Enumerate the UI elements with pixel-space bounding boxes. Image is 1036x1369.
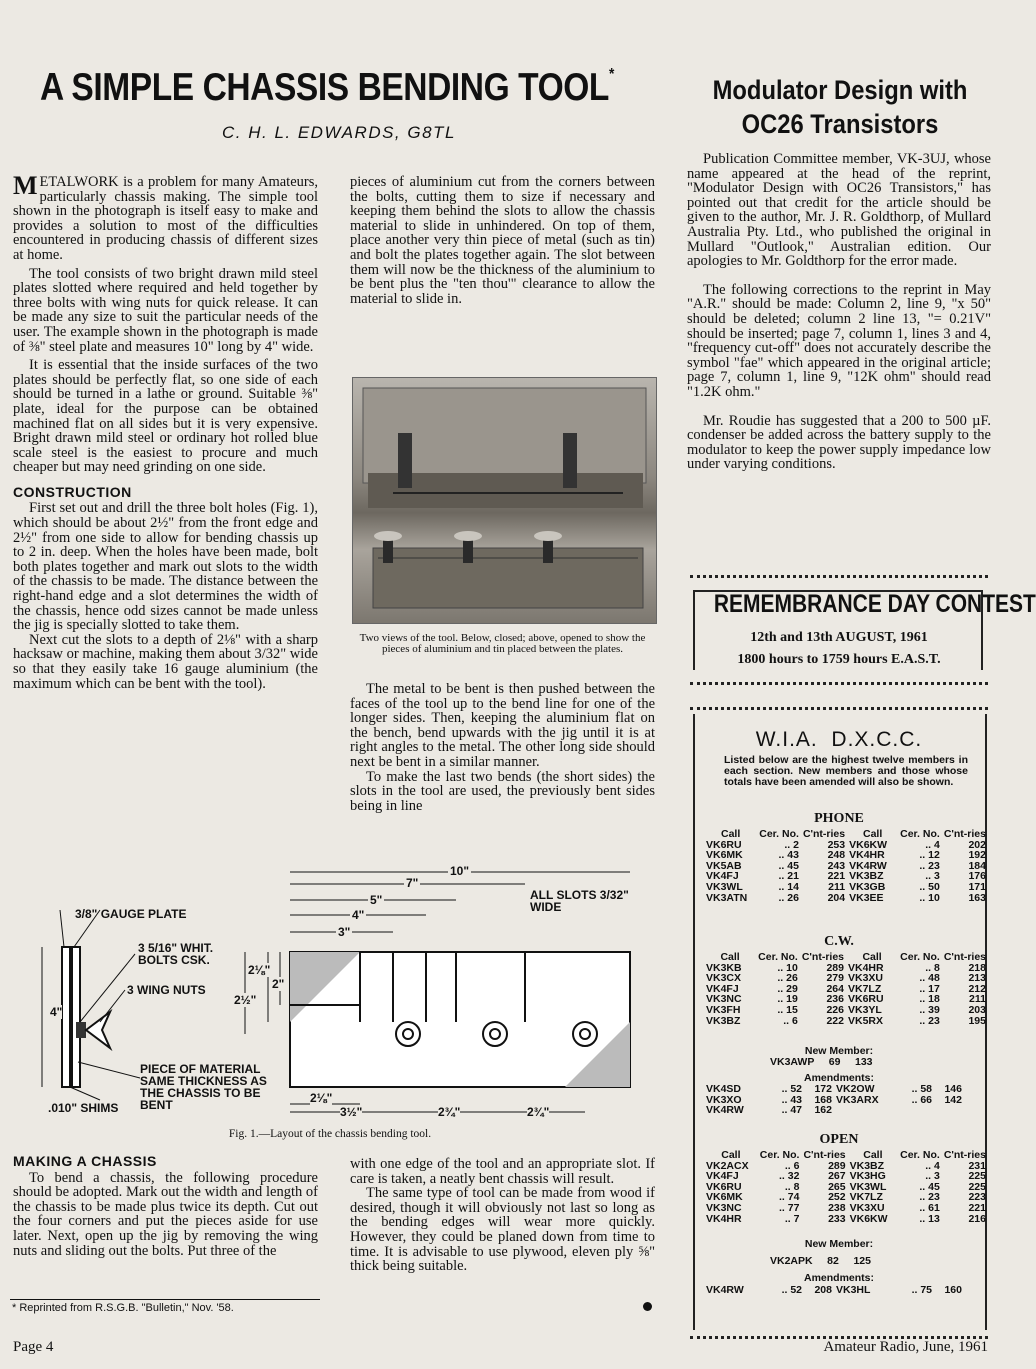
table-row — [704, 861, 988, 872]
call-sign: VK5AB — [706, 859, 742, 872]
table-row — [704, 1016, 988, 1027]
paragraph: First set out and drill the three bolt holes (Fig. 1), which should be about 2½" from the front edge and 2½" from one side to allow for bending chassis up to 2 in. deep. When the holes have been made, bolt both plates together and mark out slots to the width of the chassis to be made. The distance between the right-hand edge and a slot determines the width of the chassis, hence odd sizes cannot be made unless the jig is specially slotted to take them. — [13, 500, 318, 634]
certificate-number: .. 12 — [919, 849, 940, 862]
country-count: 142 — [944, 1093, 962, 1106]
country-count: 202 — [968, 838, 986, 851]
country-count: 225 — [968, 1170, 986, 1183]
intro-paragraph: METALWORK is a problem for many Amateurs, particularly chassis making. The simple tool shown in the photograph is itself easy to make and provides a solution to most of the difficulties encountered in producing chassis of different sizes at home. — [13, 171, 318, 263]
certificate-number: .. 17 — [919, 982, 940, 995]
contest-title: REMEMBRANCE DAY CONTEST — [713, 590, 1036, 618]
table-row — [704, 984, 988, 995]
making-chassis-column-1 — [13, 1154, 318, 1258]
dim-5: 5" — [370, 893, 383, 907]
country-count: 279 — [826, 972, 844, 985]
country-count: 252 — [828, 1191, 846, 1204]
certificate-number: .. 15 — [777, 1003, 798, 1016]
article-column-2-continued — [350, 682, 655, 813]
open-new-member-label: New Member: — [804, 1238, 874, 1250]
article-column-1 — [13, 171, 318, 692]
call-sign: VK3KB — [706, 961, 742, 974]
certificate-number: .. 3 — [925, 870, 940, 883]
country-count: 184 — [968, 859, 986, 872]
dxcc-title: W.I.A. D.X.C.C. — [755, 728, 923, 751]
table-row — [704, 1161, 988, 1172]
certificate-number: .. 39 — [919, 1003, 940, 1016]
country-count: 176 — [968, 870, 986, 883]
table-row — [704, 1084, 964, 1095]
drop-cap: M — [13, 171, 38, 200]
phone-title: PHONE — [814, 811, 864, 826]
call-sign: VK3NC — [706, 993, 742, 1006]
dim-10: 10" — [450, 864, 470, 878]
open-title: OPEN — [819, 1132, 859, 1147]
open-table — [704, 1150, 988, 1224]
call-sign: VK5RX — [848, 1014, 884, 1027]
country-count: 204 — [827, 891, 846, 904]
paragraph: It is essential that the inside surfaces of the two plates should be perfectly flat, so one side of each should be turned in a lathe or ground. Suitable ⅜" plate, ideal for the purpose can be obtained machined flat on all sides but it is very expensive. Bright drawn mild steel or ordinary hot rolled blue scale steel is the easiest to procure and much cheaper but may need grinding on one side. — [13, 357, 318, 476]
cw-new-member-label: New Member: — [804, 1045, 874, 1057]
open-amendments-label: Amendments: — [803, 1272, 874, 1284]
call-sign: VK4RW — [706, 1284, 744, 1296]
country-count: 162 — [814, 1104, 832, 1117]
column-header: C'nt-ries — [943, 828, 986, 840]
country-count: 146 — [944, 1083, 962, 1095]
table-row — [704, 1171, 988, 1182]
title-footnote-mark: * — [608, 66, 614, 83]
contest-hours: 1800 hours to 1759 hours E.A.S.T. — [737, 652, 941, 667]
column-header: C'nt-ries — [943, 951, 986, 963]
country-count: 253 — [827, 838, 846, 851]
table-row — [704, 963, 988, 974]
country-count: 248 — [827, 849, 846, 862]
column-header: Cer. No. — [900, 828, 940, 840]
dxcc-box — [690, 707, 988, 1339]
call-sign: VK3YL — [848, 1003, 882, 1016]
certificate-number: .. 74 — [779, 1191, 800, 1204]
certificate-number: .. 23 — [919, 859, 940, 872]
country-count: 213 — [968, 972, 986, 985]
country-count: 203 — [968, 1003, 986, 1016]
certificate-number: .. 10 — [777, 961, 798, 974]
call-sign: VK3WL — [706, 880, 743, 893]
country-count: 216 — [968, 1212, 986, 1225]
call-sign: VK7LZ — [848, 982, 882, 995]
certificate-number: .. 7 — [784, 1212, 800, 1225]
column-header: Cer. No. — [759, 1149, 800, 1161]
column-header: Call — [720, 951, 740, 963]
call-sign: VK3XU — [848, 972, 884, 985]
paragraph: To make the last two bends (the short sides) the slots in the tool are used, the previously bent sides being in line — [350, 768, 655, 814]
call-sign: VK3XU — [849, 1201, 885, 1214]
column-header: C'nt-ries — [801, 951, 844, 963]
certificate-number: .. 45 — [919, 1180, 940, 1193]
cw-amendments-table — [704, 1084, 964, 1116]
table-row — [704, 882, 988, 893]
footnote-rule — [10, 1299, 320, 1300]
column-header: Cer. No. — [759, 828, 799, 840]
country-count: 208 — [814, 1284, 832, 1296]
certificate-number: .. 23 — [919, 1014, 940, 1027]
dim-2-3-4-b: 2¾" — [527, 1105, 550, 1119]
paragraph: Publication Committee member, VK-3UJ, whose name appeared at the head of the reprint, "Modulator Design with OC26 Transistors," has pointed out that credit for the article should be given to the author, Mr. J. R. Goldthorp, of Mullard Australia Pty. Ltd., who published the original in Mullard "Outlook," Australian edition. Our apologies to Mr. Goldthorp for the error made. — [687, 151, 991, 270]
call-sign: VK4FJ — [706, 870, 739, 883]
country-count: 289 — [826, 961, 844, 974]
certificate-number: .. 48 — [919, 972, 940, 985]
certificate-number: .. 77 — [779, 1201, 800, 1214]
country-count: 267 — [828, 1170, 846, 1183]
country-count: 171 — [968, 880, 986, 893]
country-count: 195 — [968, 1014, 986, 1027]
country-count: 192 — [968, 849, 986, 862]
dim-3: 3" — [338, 925, 351, 939]
table-row — [704, 871, 988, 882]
country-count: 218 — [968, 961, 986, 974]
tool-photograph — [352, 377, 657, 624]
table-row — [704, 1005, 988, 1016]
call-sign: VK3BZ — [849, 870, 884, 883]
call-sign: VK3ATN — [706, 891, 748, 904]
certificate-number: .. 14 — [778, 880, 799, 893]
country-count: 160 — [944, 1284, 962, 1296]
end-mark — [643, 1302, 652, 1311]
certificate-number: .. 43 — [781, 1093, 802, 1106]
label-shims: .010" SHIMS — [48, 1101, 119, 1115]
call-sign — [834, 1105, 904, 1116]
call-sign: VK3XO — [706, 1093, 742, 1106]
modulator-article — [687, 152, 991, 472]
call-sign: VK3WL — [849, 1180, 887, 1193]
certificate-number: .. 23 — [919, 1191, 940, 1204]
call-sign: VK3EE — [849, 891, 884, 904]
column-header: Call — [721, 1149, 741, 1161]
certificate-number: .. 50 — [919, 880, 940, 893]
call-sign: VK4HR — [849, 849, 885, 862]
certificate-number: .. 66 — [911, 1093, 932, 1106]
cw-table — [704, 952, 988, 1026]
certificate-number: .. 13 — [919, 1212, 940, 1225]
certificate-number: .. 18 — [919, 993, 940, 1006]
certificate-number: .. 19 — [777, 993, 798, 1006]
open-amendments-table — [704, 1285, 964, 1296]
paragraph: Mr. Roudie has suggested that a 200 to 500 µF. condenser be added across the battery supply to the modulator to keep the power supply impedance low under varying conditions. — [687, 412, 991, 473]
call-sign: VK4HR — [706, 1212, 742, 1225]
certificate-number: .. 52 — [781, 1284, 802, 1296]
article-title: A SIMPLE CHASSIS BENDING TOOL* — [40, 66, 614, 109]
dim-2-1-8-bottom: 2⅛" — [310, 1091, 333, 1105]
dxcc-intro: Listed below are the highest twelve members in each section. New members and those whose totals have been amended will also be shown. — [724, 754, 968, 788]
certificate-number: .. 43 — [778, 849, 799, 862]
modulator-title: Modulator Design with OC26 Transistors — [712, 75, 968, 139]
country-count: 172 — [814, 1083, 832, 1095]
dim-4: 4" — [352, 908, 365, 922]
country-count: 211 — [828, 880, 846, 893]
page-number: Page 4 — [13, 1339, 54, 1355]
certificate-number: .. 4 — [925, 838, 940, 851]
certificate-number: .. 4 — [925, 1159, 940, 1172]
contest-date: 12th and 13th AUGUST, 1961 — [750, 630, 928, 645]
call-sign: VK4SD — [706, 1083, 742, 1095]
country-count: 163 — [968, 891, 986, 904]
magazine-issue: Amateur Radio, June, 1961 — [823, 1339, 988, 1355]
certificate-number: .. 29 — [777, 982, 798, 995]
column-header: Call — [862, 828, 883, 840]
photo-illustration — [353, 378, 656, 623]
country-count: 231 — [968, 1159, 986, 1172]
country-count: 265 — [828, 1180, 846, 1193]
label-all-slots: ALL SLOTS 3/32" WIDE — [530, 888, 629, 914]
call-sign: VK4HR — [848, 961, 884, 974]
cw-new-member: VK3AWP 69 133 — [770, 1056, 873, 1068]
country-count: 222 — [826, 1014, 844, 1027]
column-header: C'nt-ries — [943, 1149, 986, 1161]
certificate-number: .. 58 — [911, 1083, 932, 1095]
dim-3-1-2: 3½" — [340, 1105, 363, 1119]
label-gauge-plate: 3/8" GAUGE PLATE — [75, 907, 187, 921]
certificate-number: .. 2 — [784, 838, 799, 851]
remembrance-contest-box — [690, 575, 1036, 685]
call-sign: VK3HL — [836, 1284, 871, 1296]
table-row — [704, 1192, 988, 1203]
certificate-number: .. 47 — [781, 1104, 802, 1117]
table-row — [704, 1182, 988, 1193]
table-row — [704, 840, 988, 851]
country-count: 243 — [827, 859, 846, 872]
column-header: Cer. No. — [758, 951, 798, 963]
footnote: * Reprinted from R.S.G.B. "Bulletin," Nov. '58. — [12, 1302, 234, 1314]
country-count: 211 — [969, 993, 986, 1006]
call-sign: VK6RU — [706, 838, 742, 851]
country-count: 212 — [968, 982, 986, 995]
label-bolts: 3 5/16" WHIT. BOLTS CSK. — [138, 941, 214, 967]
call-sign: VK3GB — [849, 880, 886, 893]
paragraph: with one edge of the tool and an appropriate slot. If care is taken, a neatly bent chassis will result. — [350, 1156, 655, 1187]
column-header: Call — [863, 1149, 883, 1161]
side-plate-right — [72, 947, 80, 1087]
certificate-number: .. 26 — [778, 891, 799, 904]
label-wing-nuts: 3 WING NUTS — [127, 983, 206, 997]
dim-2-1-2: 2½" — [234, 993, 257, 1007]
country-count: 221 — [968, 1201, 986, 1214]
photo-caption: Two views of the tool. Below, closed; above, opened to show the pieces of aluminium and tin placed between the plates. — [359, 632, 646, 655]
country-count: 289 — [828, 1159, 846, 1172]
table-row — [704, 1214, 988, 1225]
call-sign: VK2ACX — [706, 1159, 749, 1172]
call-sign: VK3BZ — [706, 1014, 741, 1027]
country-count: 223 — [968, 1191, 986, 1204]
country-count: 238 — [828, 1201, 846, 1214]
certificate-number — [904, 1105, 934, 1116]
certificate-number: .. 10 — [919, 891, 940, 904]
call-sign: VK3ARX — [836, 1093, 879, 1106]
article-column-2 — [350, 175, 655, 306]
country-count: 236 — [826, 993, 844, 1006]
phone-table — [704, 829, 988, 903]
certificate-number: .. 52 — [781, 1083, 802, 1095]
certificate-number: .. 21 — [778, 870, 799, 883]
table-row — [704, 893, 988, 904]
call-sign: VK3NC — [706, 1201, 742, 1214]
column-header: Call — [720, 828, 741, 840]
table-row — [704, 1203, 988, 1214]
country-count: 225 — [968, 1180, 986, 1193]
country-count: 226 — [826, 1003, 844, 1016]
side-plate-left — [62, 947, 70, 1087]
call-sign: VK3FH — [706, 1003, 741, 1016]
call-sign: VK3CX — [706, 972, 742, 985]
call-sign: VK6MK — [706, 1191, 743, 1204]
dim-2: 2" — [272, 977, 285, 991]
table-row — [704, 850, 988, 861]
country-count: 264 — [826, 982, 844, 995]
call-sign: VK6RU — [848, 993, 884, 1006]
dim-2-3-4-a: 2¾" — [438, 1105, 461, 1119]
certificate-number: .. 8 — [784, 1180, 800, 1193]
call-sign: VK6KW — [849, 1212, 888, 1225]
column-header: Cer. No. — [900, 951, 940, 963]
country-count: 221 — [827, 870, 846, 883]
paragraph: The metal to be bent is then pushed between the faces of the tool up to the bend line for one of the longer sides. Then, keeping the aluminium flat on the bench, bend upwards with the jig until it is at right angles to the metal. The other long side should next be bent in a similar manner. — [350, 681, 655, 770]
certificate-number: .. 26 — [777, 972, 798, 985]
call-sign: VK6RU — [706, 1180, 742, 1193]
paragraph: pieces of aluminium cut from the corners between the bolts, cutting them to size if necessary and keeping them behind the slots to allow the chassis material to slide in unhindered. On top of them, place another very thin piece of metal (such as tin) and bolt the plates together again. The slot between them will now be the thickness of the aluminium to be bent plus the "ten thou'" clearance to allow the material to slide in. — [350, 174, 655, 307]
dim-4-height: 4" — [50, 1005, 63, 1019]
certificate-number: .. 8 — [925, 961, 940, 974]
column-header: Call — [862, 951, 882, 963]
call-sign: VK3HG — [849, 1170, 886, 1183]
certificate-number: .. 32 — [779, 1170, 800, 1183]
paragraph: The tool consists of two bright drawn mild steel plates slotted where required and held together by three bolts with wing nuts for quick release. It can be made any size to suit the particular needs of the user. The example shown in the photograph is made of ⅜" steel plate and measures 10" long by 4" wide. — [13, 265, 318, 355]
making-chassis-column-2 — [350, 1157, 655, 1274]
call-sign: VK4RW — [706, 1104, 744, 1117]
certificate-number: .. 3 — [925, 1170, 940, 1183]
call-sign: VK6MK — [706, 849, 743, 862]
paragraph: The following corrections to the reprint in May "A.R." should be made: Column 2, line 9, "x 50" should be deleted; column 2 line 13, "= 0.21V" should be inserted; page 7, column 1, lines 3 and 4, "frequency cut-off" does not accurately describe the symbol "fae" which appeared in the original article; page 7, column 1, line 9, "12K ohm" should read "1.2K ohm." — [687, 281, 991, 400]
table-row — [704, 994, 988, 1005]
dim-2-1-8: 2⅛" — [248, 963, 271, 977]
country-count: 233 — [828, 1212, 846, 1225]
call-sign: VK7LZ — [849, 1191, 883, 1204]
certificate-number: .. 61 — [919, 1201, 940, 1214]
certificate-number: .. 75 — [911, 1284, 932, 1296]
country-count: 168 — [814, 1093, 832, 1106]
call-sign: VK4FJ — [706, 1170, 739, 1183]
cw-amendments-label: Amendments: — [803, 1072, 874, 1084]
section-heading-making: MAKING A CHASSIS — [13, 1153, 157, 1169]
article-author: C. H. L. EDWARDS, G8TL — [222, 123, 456, 142]
table-row — [704, 1105, 964, 1116]
plate-plan-view — [290, 952, 630, 1087]
call-sign: VK4RW — [849, 859, 887, 872]
paragraph: Next cut the slots to a depth of 2⅛" with a sharp hacksaw or machine, making them about 3/32" wide so that they easily take 16 gauge aluminium (the maximum which can be bent with the tool). — [13, 631, 318, 692]
paragraph: The same type of tool can be made from wood if desired, though it will obviously not last so long as the bending edges will wear more quickly. However, they could be planed down from time to time. It is advisable to use plywood, eleven ply ⅝" thick being suitable. — [350, 1185, 655, 1275]
label-piece-of-material: PIECE OF MATERIAL SAME THICKNESS AS THE CHASSIS TO BE BENT — [140, 1062, 267, 1112]
section-heading-construction: CONSTRUCTION — [13, 483, 132, 500]
table-row — [704, 973, 988, 984]
certificate-number: .. 45 — [778, 859, 799, 872]
cw-title: C.W. — [824, 934, 854, 949]
call-sign: VK3BZ — [849, 1159, 885, 1172]
open-new-member: VK2APK 82 125 — [770, 1255, 871, 1267]
call-sign: VK4FJ — [706, 982, 739, 995]
certificate-number: .. 6 — [784, 1159, 800, 1172]
call-sign: VK6KW — [849, 838, 888, 851]
dim-7: 7" — [406, 876, 419, 890]
certificate-number: .. 6 — [783, 1014, 798, 1027]
column-header: Cer. No. — [900, 1149, 940, 1161]
table-row — [704, 1285, 964, 1296]
column-header: C'nt-ries — [802, 828, 846, 840]
call-sign: VK2OW — [836, 1083, 875, 1095]
figure-caption: Fig. 1.—Layout of the chassis bending tool. — [228, 1128, 432, 1140]
column-header: C'nt-ries — [803, 1149, 846, 1161]
paragraph: To bend a chassis, the following procedure should be adopted. Mark out the width and length of the chassis to be made plus twice its depth. Cut out the four corners and put the pieces aside for use later. Next, open up the jig by removing the wing nuts and sliding out the bolts. Put three of the — [13, 1169, 318, 1259]
country-count — [934, 1105, 964, 1116]
